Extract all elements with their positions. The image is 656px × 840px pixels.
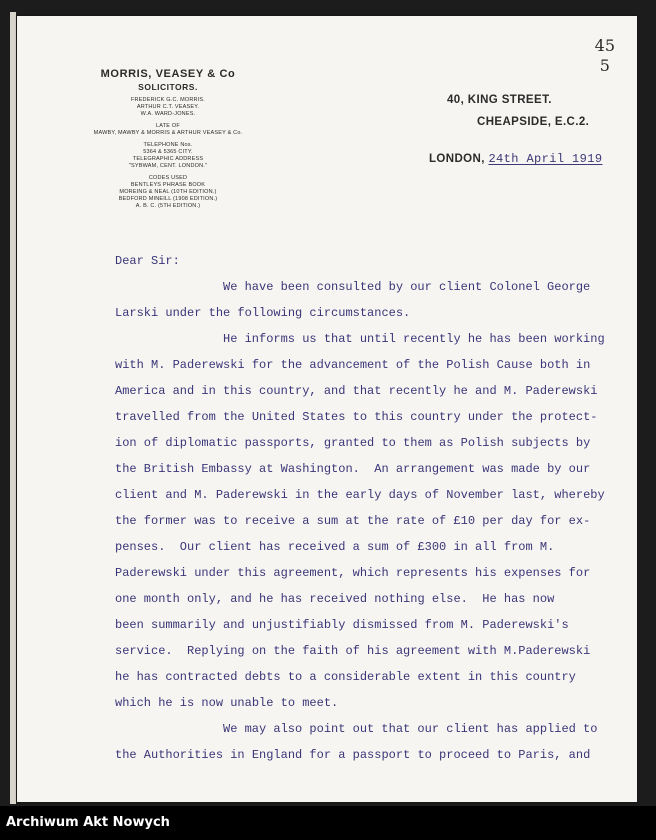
firm-solicitors: SOLICITORS. [138,82,198,92]
letter-line: ion of diplomatic passports, granted to them as Polish subjects by [115,436,591,450]
telephone-numbers: 5364 & 5365 CITY. [143,149,193,155]
letter-line: travelled from the United States to this country under the protect- [115,410,598,424]
telephone-label: TELEPHONE Nos. [143,142,193,148]
letter-line: he has contracted debts to a considerable extent in this country [115,670,576,684]
code-item: BEDFORD MINEILL (1908 EDITION.) [118,196,218,202]
telegraphic-label: TELEGRAPHIC ADDRESS [132,156,204,162]
codes-label: CODES USED [148,175,188,181]
partner-name: ARTHUR C.T. VEASEY. [136,104,200,110]
late-of-firm: MAWBY, MAWBY & MORRIS & ARTHUR VEASEY & Co. [93,130,243,136]
salutation: Dear Sir: [115,254,180,268]
telegraphic-address: "SYBWAM, CENT. LONDON." [128,163,208,169]
code-item: MOREING & NEAL (10TH EDITION.) [119,189,217,195]
letter-line: Paderewski under this agreement, which represents his expenses for [115,566,591,580]
partner-name: W.A. WARD-JONES. [140,111,196,117]
late-of-label: LATE OF [156,123,180,129]
letter-date: 24th April 19 [488,152,588,166]
page-edge [10,12,16,804]
letter-line: penses. Our client has received a sum of £300 in all from M. [115,540,555,554]
archive-number-bottom: 5 [599,56,610,75]
address-street: 40, KING STREET. [447,94,552,106]
letter-year: 19 [587,152,603,166]
archive-footer-label: Archiwum Akt Nowych [6,815,170,830]
letter-line: He informs us that until recently he has been working [223,332,605,346]
code-item: BENTLEYS PHRASE BOOK [130,182,206,188]
letter-line: one month only, and he has received nothing else. He has now [115,592,555,606]
letter-line: service. Replying on the faith of his agreement with M.Paderewski [115,644,591,658]
archive-number [595,36,615,76]
address-district: CHEAPSIDE, E.C.2. [477,116,590,128]
letter-line: Larski under the following circumstances. [115,306,411,320]
letter-line: We may also point out that our client has applied to [223,722,598,736]
dateline [429,152,602,166]
letterhead-firm-block [63,68,273,210]
code-item: A. B. C. (5TH EDITION.) [135,203,201,209]
letter-line: client and M. Paderewski in the early days of November last, whereby [115,488,605,502]
partner-name: FREDERICK G.C. MORRIS. [130,97,206,103]
letter-line: the former was to receive a sum at the rate of £10 per day for ex- [115,514,591,528]
firm-name: MORRIS, VEASEY & Co [100,68,236,80]
archive-number-top: 45 [594,36,615,55]
letter-line: the British Embassy at Washington. An arrangement was made by our [115,462,591,476]
letter-body [115,248,645,768]
letter-line: been summarily and unjustifiably dismissed from M. Paderewski's [115,618,569,632]
letter-line: the Authorities in England for a passport to proceed to Paris, and [115,748,591,762]
letter-line: which he is now unable to meet. [115,696,339,710]
letter-line: America and in this country, and that recently he and M. Paderewski [115,384,598,398]
city-label: LONDON, [429,153,485,165]
archive-footer [0,806,656,840]
letter-line: We have been consulted by our client Colonel George [223,280,591,294]
letter-sheet [17,16,637,802]
letter-line: with M. Paderewski for the advancement of the Polish Cause both in [115,358,591,372]
